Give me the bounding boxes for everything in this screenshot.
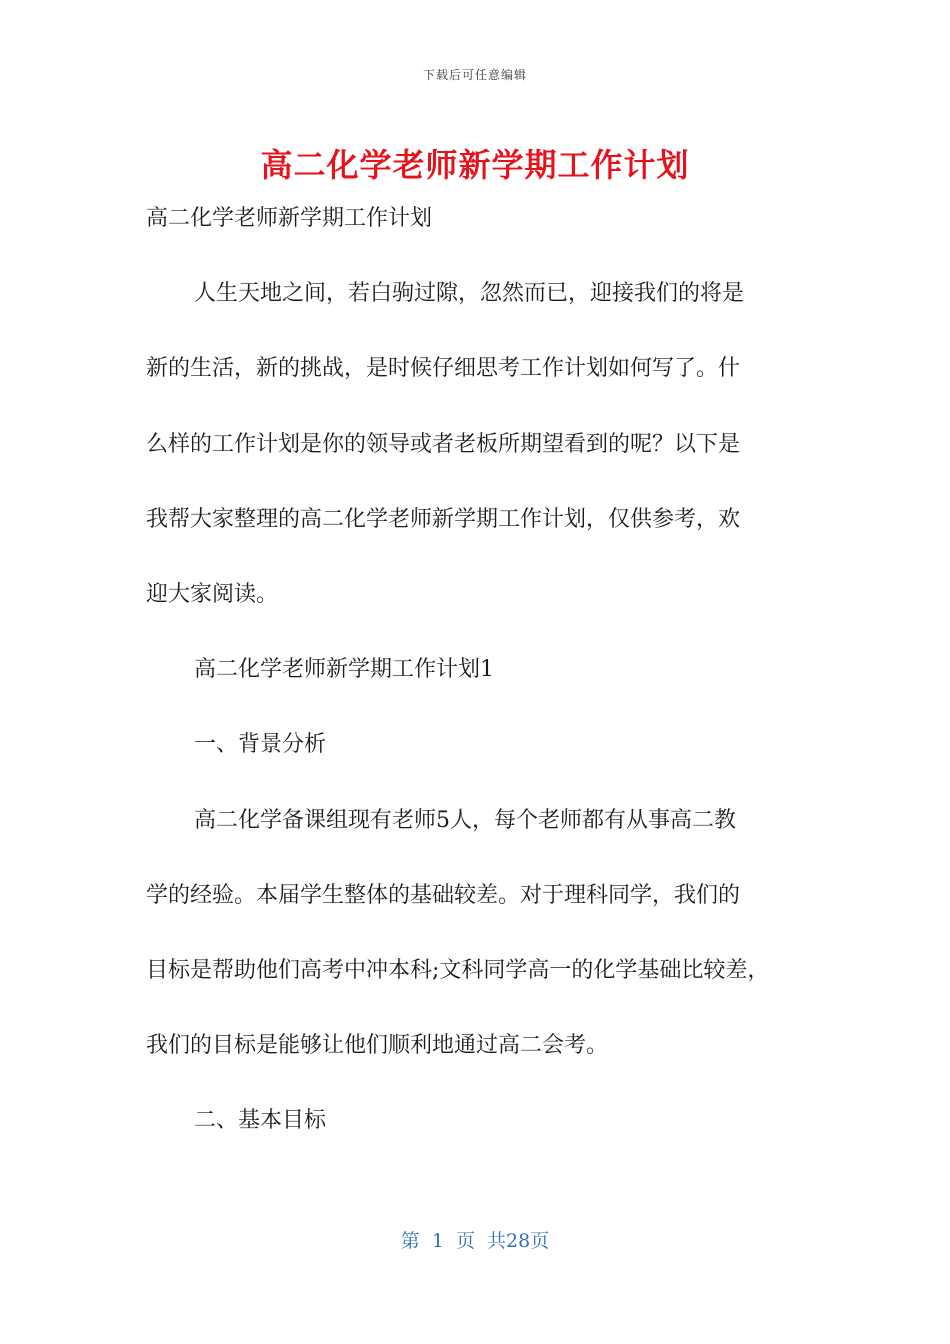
- body-line: 学的经验。本届学生整体的基础较差。对于理科同学，我们的: [146, 882, 741, 908]
- footer-mid: 页 共: [455, 1230, 507, 1252]
- body-line: 高二化学老师新学期工作计划: [146, 206, 433, 231]
- body-line: 么样的工作计划是你的领导或者老板所期望看到的呢？以下是: [146, 431, 741, 457]
- subsection-heading: 一、背景分析: [194, 732, 327, 758]
- document-body: [146, 200, 826, 1140]
- body-line: 迎大家阅读。: [146, 581, 279, 607]
- body-line: 目标是帮助他们高考中冲本科;文科同学高一的化学基础比较差，: [146, 957, 770, 983]
- body-line: 人生天地之间，若白驹过隙，忽然而已，迎接我们的将是: [194, 281, 745, 307]
- body-line: 新的生活，新的挑战，是时候仔细思考工作计划如何写了。什: [146, 356, 741, 382]
- body-line: 高二化学备课组现有老师5人，每个老师都有从事高二教: [194, 807, 736, 833]
- page-footer: [0, 1226, 950, 1253]
- subsection-heading: 二、基本目标: [194, 1108, 327, 1134]
- footer-prefix: 第: [400, 1230, 420, 1252]
- section-heading: 高二化学老师新学期工作计划1: [194, 657, 494, 683]
- current-page-number: 1: [431, 1230, 444, 1252]
- body-line: 我们的目标是能够让他们顺利地通过高二会考。: [146, 1033, 609, 1059]
- document-title: 高二化学老师新学期工作计划: [260, 146, 690, 184]
- body-line: 我帮大家整理的高二化学老师新学期工作计划，仅供参考，欢: [146, 506, 741, 532]
- total-pages: 28页: [506, 1230, 550, 1252]
- header-note: 下载后可任意编辑: [422, 68, 527, 82]
